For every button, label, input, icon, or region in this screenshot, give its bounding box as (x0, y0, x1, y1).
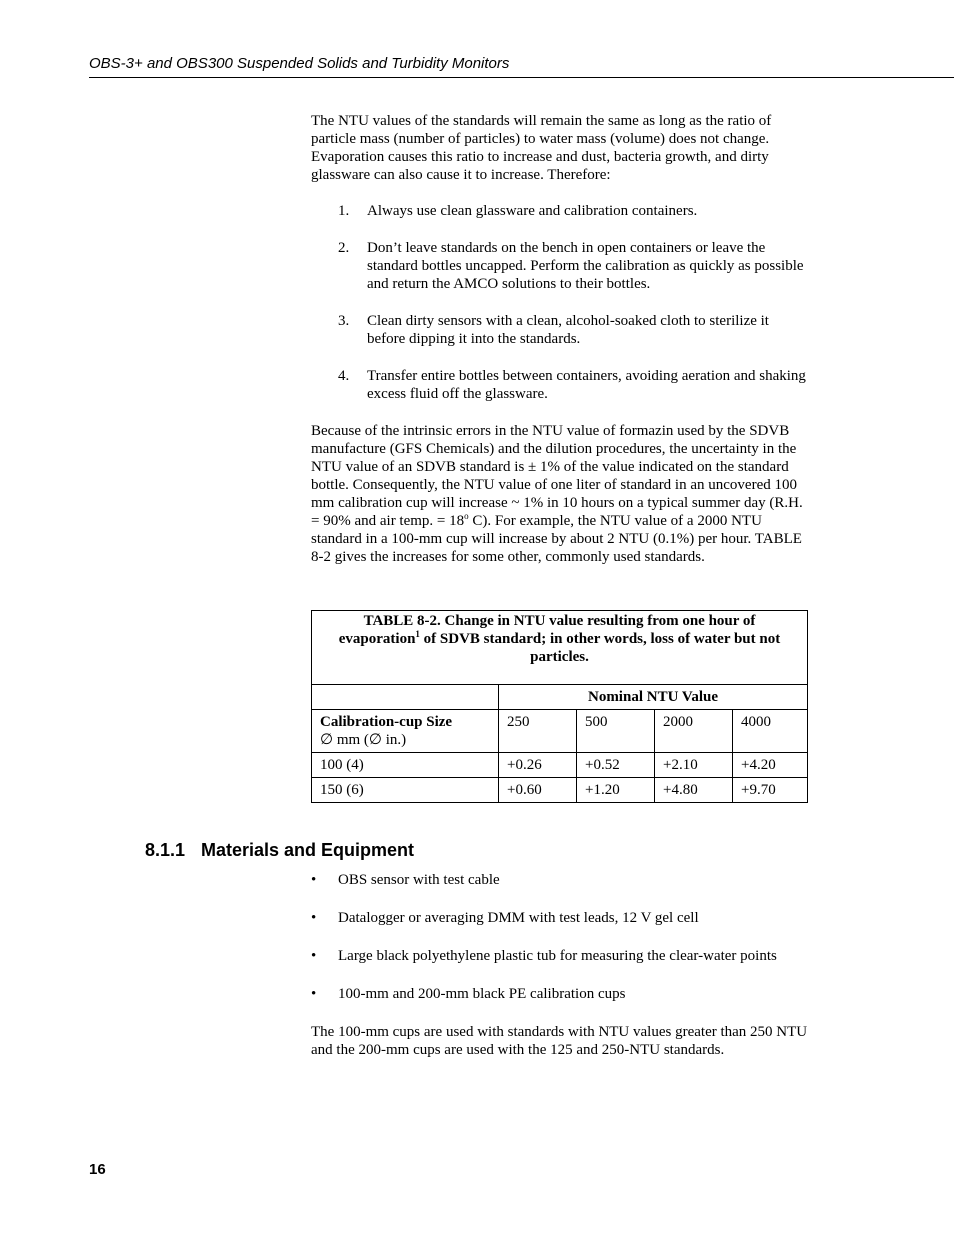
list-item: 1. Always use clean glassware and calibration containers. (338, 203, 698, 219)
precaution-list (311, 202, 811, 403)
column-header: 500 (577, 710, 655, 753)
section-title: Materials and Equipment (201, 840, 415, 860)
closing-paragraph: The 100-mm cups are used with standards with NTU values greater than 250 NTU and the 200-mm cups are used with the 125 and 250-NTU standards. (311, 1024, 808, 1058)
list-item: • Datalogger or averaging DMM with test leads, 12 V gel cell (311, 910, 699, 926)
table-cell: +9.70 (733, 778, 808, 803)
materials-list (311, 871, 811, 1023)
table-cell: +1.20 (577, 778, 655, 803)
ntu-evaporation-table (311, 610, 808, 803)
table-cell: +0.26 (499, 753, 577, 778)
table-group-header-row (312, 685, 808, 710)
page-number: 16 (89, 1161, 106, 1178)
table-cell: 150 (6) (312, 778, 499, 803)
table-cell: +2.10 (655, 753, 733, 778)
list-item: 4. Transfer entire bottles between containers, avoiding aeration and shaking excess fluid off the glassware. (338, 368, 806, 402)
body-text (311, 112, 811, 566)
row-header-cell: Calibration-cup Size ∅ mm (∅ in.) (312, 710, 499, 753)
table-row (312, 778, 808, 803)
bullet-icon: • (311, 986, 317, 1002)
intro-paragraph: The NTU values of the standards will remain the same as long as the ratio of particle mass (number of particles) to water mass (volume) does not change. Evaporation causes this ratio to increase and dust, bacteria growth, and dirty glassware can also cause it to increase. Therefore: (311, 113, 772, 183)
table-cell: 100 (4) (312, 753, 499, 778)
column-header: 4000 (733, 710, 808, 753)
table-cell: +0.60 (499, 778, 577, 803)
section-number: 8.1.1 (145, 840, 186, 860)
running-header: OBS-3+ and OBS300 Suspended Solids and Turbidity Monitors (89, 55, 954, 78)
list-item: • OBS sensor with test cable (311, 872, 500, 888)
bullet-icon: • (311, 948, 317, 964)
table-caption-row (312, 611, 808, 685)
table-corner-cell (312, 685, 499, 710)
section-heading (145, 840, 414, 861)
table-cell: +4.80 (655, 778, 733, 803)
table-cell: +4.20 (733, 753, 808, 778)
list-item: • 100-mm and 200-mm black PE calibration cups (311, 986, 626, 1002)
column-header: 2000 (655, 710, 733, 753)
table-row (312, 753, 808, 778)
bullet-icon: • (311, 910, 317, 926)
list-item: 3. Clean dirty sensors with a clean, alcohol-soaked cloth to sterilize it before dipping it into the standards. (338, 313, 769, 347)
list-item: 2. Don’t leave standards on the bench in open containers or leave the standard bottles uncapped. Perform the calibration as quickly as possible and return the AMCO solutions to their bottles. (338, 240, 804, 292)
table-column-header-row (312, 710, 808, 753)
bullet-icon: • (311, 872, 317, 888)
list-item: • Large black polyethylene plastic tub for measuring the clear-water points (311, 948, 777, 964)
table-caption: TABLE 8-2. Change in NTU value resulting from one hour of evaporation$^1$ of SDVB standard; in other words, loss of water but not particles. (312, 611, 808, 685)
materials-section (311, 871, 811, 1059)
column-header: 250 (499, 710, 577, 753)
nominal-ntu-header: Nominal NTU Value (499, 685, 808, 710)
table-cell: +0.52 (577, 753, 655, 778)
uncertainty-paragraph: Because of the intrinsic errors in the NTU value of formazin used by the SDVB manufacture (GFS Chemicals) and the dilution procedures, the uncertainty in the NTU value of an SDVB standard is ± 1% of the value indicated on the standard bottle. Consequently, the NTU value of one liter of standard in an uncovered 100 mm calibration cup will increase ~ 1% in 10 hours on a typical summer day (R.H. = 90% and air temp. = $18^o$ C). For example, the NTU value of a 2000 NTU standard in a 100-mm cup will increase by about 2 NTU (0.1%) per hour. TABLE 8-2 gives the increases for some other, commonly used standards. (311, 423, 803, 565)
